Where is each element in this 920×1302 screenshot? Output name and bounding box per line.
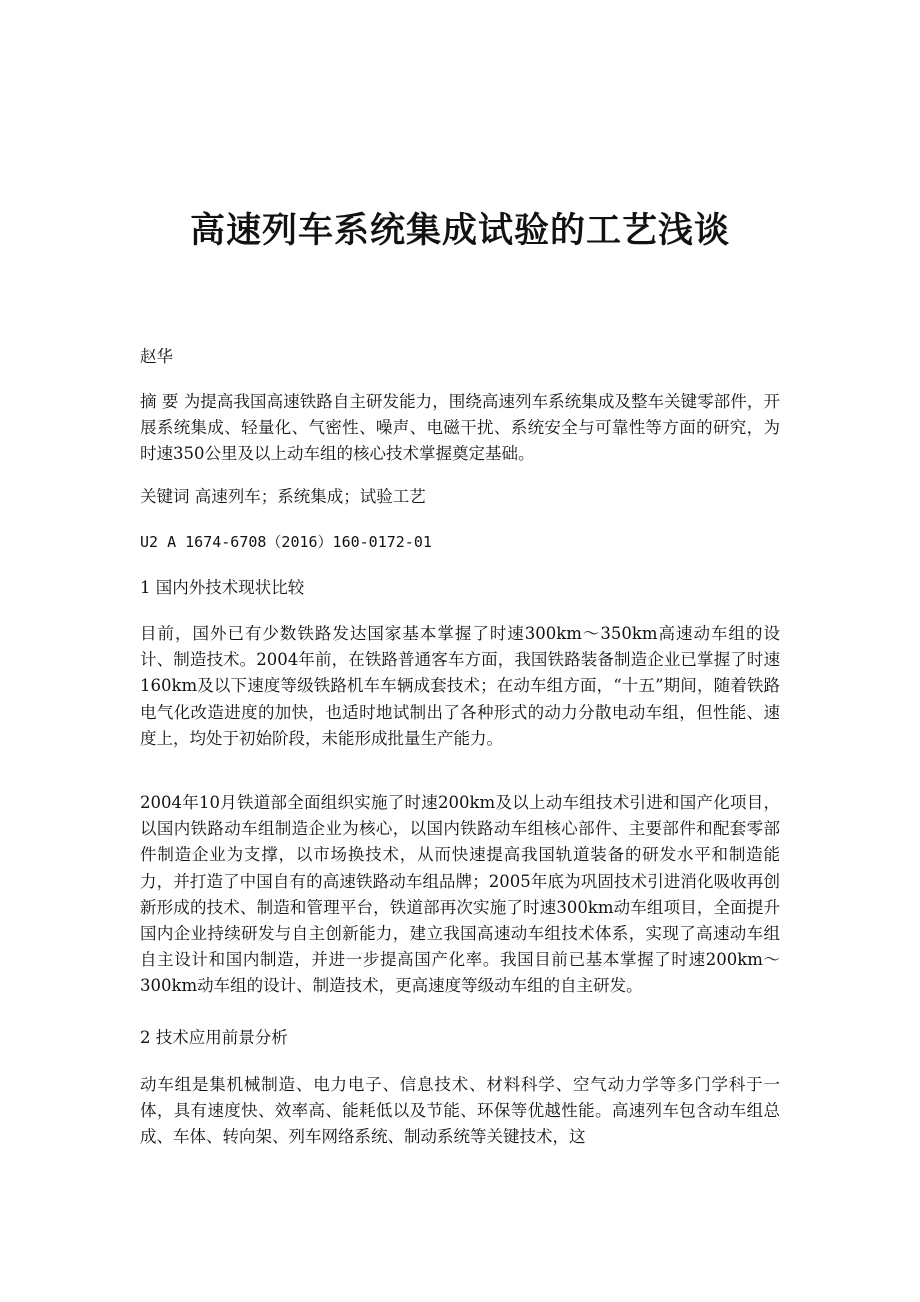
section-1-paragraph-1: 目前，国外已有少数铁路发达国家基本掌握了时速300km～350km高速动车组的设计、制造技术。2004年前，在铁路普通客车方面，我国铁路装备制造企业已掌握了时速160km及以下速度等级铁路机车车辆成套技术；在动车组方面，“十五”期间，随着铁路电气化改造进度的加快，也适时地试制出了各种形式的动力分散电动车组，但性能、速度上，均处于初始阶段，未能形成批量生产能力。 — [140, 624, 780, 748]
section-1-paragraph-2: 2004年10月铁道部全面组织实施了时速200km及以上动车组技术引进和国产化项目，以国内铁路动车组制造企业为核心，以国内铁路动车组核心部件、主要部件和配套零部件制造企业为支撑，以市场换技术，从而快速提高我国轨道装备的研发水平和制造能力，并打造了中国自有的高速铁路动车组品牌；2005年底为巩固技术引进消化吸收再创新形成的技术、制造和管理平台，铁道部再次实施了时速300km动车组项目，全面提升国内企业持续研发与自主创新能力，建立我国高速动车组技术体系，实现了高速动车组自主设计和国内制造，并进一步提高国产化率。我国目前已基本掌握了时速200km～300km动车组的设计、制造技术，更高速度等级动车组的自主研发。 — [140, 793, 780, 996]
keywords-line: 关键词 高速列车；系统集成；试验工艺 — [140, 487, 426, 506]
document-title: 高速列车系统集成试验的工艺浅谈 — [189, 210, 730, 252]
abstract-paragraph: 摘 要 为提高我国高速铁路自主研发能力，围绕高速列车系统集成及整车关键零部件，开展系统集成、轻量化、气密性、噪声、电磁干扰、系统安全与可靠性等方面的研究，为时速350公里及以上动车组的核心技术掌握奠定基础。 — [140, 392, 780, 464]
section-heading-2: 2 技术应用前景分析 — [140, 1028, 288, 1047]
section-2-paragraph-1: 动车组是集机械制造、电力电子、信息技术、材料科学、空气动力学等多门学科于一体，具有速度快、效率高、能耗低以及节能、环保等优越性能。高速列车包含动车组总成、车体、转向架、列车网络系统、制动系统等关键技术，这 — [140, 1075, 780, 1147]
classification-code: U2 A 1674-6708（2016）160-0172-01 — [140, 533, 432, 551]
section-heading-1: 1 国内外技术现状比较 — [140, 578, 305, 597]
author-name: 赵华 — [140, 347, 173, 366]
